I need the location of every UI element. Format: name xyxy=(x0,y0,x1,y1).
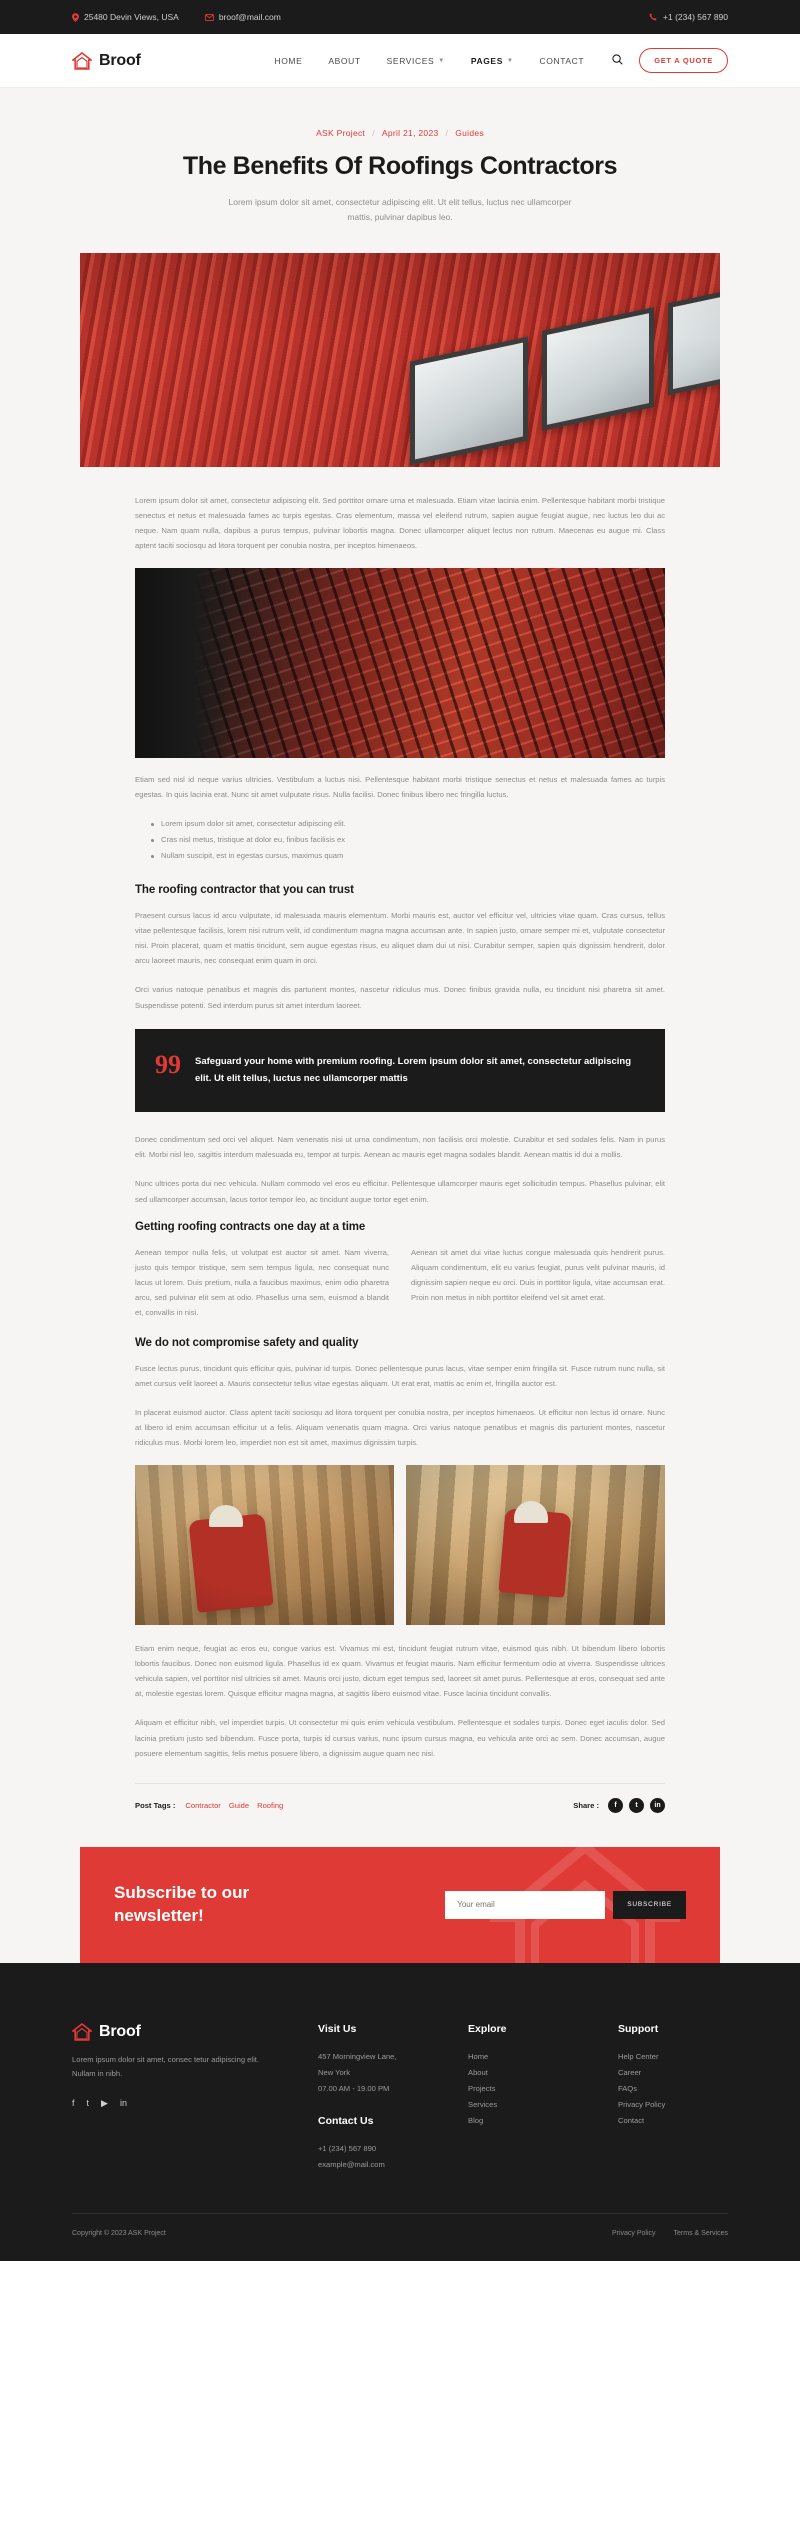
hero-image xyxy=(80,253,720,467)
hero-shading xyxy=(80,253,720,467)
footer-explore-heading: Explore xyxy=(468,2022,507,2035)
copyright-text: Copyright © 2023 ASK Project xyxy=(72,2229,166,2237)
nav-item-contact[interactable] xyxy=(540,56,585,66)
bullet-list xyxy=(151,816,665,864)
footer-brand[interactable] xyxy=(72,2023,278,2041)
section-2-column-1: Aenean tempor nulla felis, ut volutpat est auctor sit amet. Nam viverra, justo quis tempor tristique, sem sem tempus ligula, nec consequat nunc lacus ut lorem. Duis pretium, nulla a faucibus maximus, enim odio pharetra arcu, sed pulvinar elit sem at odio. Phasellus urna sem, euismod a blandit et, convallis in nisi. xyxy=(135,1247,389,1318)
chevron-down-icon: ▼ xyxy=(438,57,445,64)
article-header xyxy=(80,128,720,225)
gallery-image-2 xyxy=(406,1465,665,1625)
footer-address-line-2: New York xyxy=(318,2067,351,2077)
section-2-column-2: Aenean sit amet dui vitae luctus congue malesuada quis hendrerit purus. Aliquam condimentum, elit eu varius feugiat, purus velit pulvinar mauris, id dignissim sapien neque eu orci. Duis in porttitor ligula, vitae accumsan erat. Proin non metus in nibh porttitor eleifend vel sit amet erat. xyxy=(411,1247,665,1303)
nav-right xyxy=(612,48,728,73)
email-text: broof@mail.com xyxy=(218,12,281,22)
section-2-heading: Getting roofing contracts one day at a time xyxy=(135,1220,366,1233)
closing-paragraph-1: Etiam enim neque, feugiat ac eros eu, congue varius est. Vivamus mi est, tincidunt feugiat rutrum vitae, euismod quis nibh. Ut bibendum libero lobortis lobortis faucibus. Donec non euismod ligula. Phasellus id ex quam. Vivamus et feugiat mauris. Nam efficitur fermentum odio at viverra. Suspendisse ultrices vehicula sapien, vel porttitor nisl ultricies sit amet. Mauris orci justo, dictum eget tempus sed, laoreet sit amet purus. Pellentesque at eros, consequat sed ante at, molestie egestas lorem. Quisque efficitur magna magna, at sagittis libero euismod vitae. Fusce lacinia tincidunt convallis. xyxy=(135,1643,665,1699)
pull-quote xyxy=(135,1029,665,1112)
bottom-link-privacy-policy[interactable]: Privacy Policy xyxy=(611,2229,656,2237)
address-item xyxy=(72,12,179,22)
top-bar xyxy=(0,0,800,34)
brand-name: Broof xyxy=(99,51,141,69)
footer-link-faqs[interactable]: FAQs xyxy=(618,2083,637,2093)
section-3-paragraph-2: In placerat euismod auctor. Class aptent taciti sociosqu ad litora torquent per conubia nostra, per inceptos himenaeos. Ut efficitur non lectus id ornare. Nunc at libero id enim accumsan efficitur ut a felis. Aliquam venenatis quam magna. Orci varius natoque penatibus et magnis dis parturient montes, nascetur ridiculus mus. Morbi lorem leo, imperdiet non est sit amet, maximus dignissim turpis. xyxy=(135,1408,665,1448)
list-item: Nullam suscipit, est in egestas cursus, maximus quam xyxy=(151,848,665,864)
newsletter-email-input[interactable] xyxy=(445,1891,605,1919)
footer-bottom-links xyxy=(612,2230,728,2237)
nav-item-about[interactable] xyxy=(328,56,360,66)
article-image-2 xyxy=(135,568,665,758)
page-title: The Benefits Of Roofings Contractors xyxy=(182,152,618,180)
nav-item-home-label: HOME xyxy=(274,55,303,66)
nav-item-home[interactable] xyxy=(274,56,302,66)
chevron-down-icon: ▼ xyxy=(506,57,514,64)
quote-text: Safeguard your home with premium roofing. Lorem ipsum dolor sit amet, consectetur adipiscing elit. Ut elit tellus, luctus nec ullamcorper mattis xyxy=(195,1055,632,1085)
footer-contact-block xyxy=(318,2115,428,2173)
paragraph-2: Etiam sed nisl id neque varius ultricies. Vestibulum a luctus nisi. Pellentesque habitant morbi tristique senectus et netus et malesuada fames ac turpis egestas. In quis lacinia erat. Nunc sit amet vulputate risus. Nulla facilisi. Donec finibus libero nec fringilla luctus. xyxy=(135,774,665,799)
nav-item-services[interactable] xyxy=(387,56,445,66)
gallery-image-1 xyxy=(135,1465,394,1625)
footer-columns xyxy=(72,2023,728,2173)
page-subtitle: Lorem ipsum dolor sit amet, consectetur adipiscing elit. Ut elit tellus, luctus nec ullamcorper mattis, pulvinar dapibus leo. xyxy=(228,197,572,222)
house-logo-icon xyxy=(72,52,92,70)
email-item[interactable] xyxy=(205,12,281,22)
breadcrumb xyxy=(80,128,720,138)
mail-icon xyxy=(205,14,214,21)
section-3-paragraph-1: Fusce lectus purus, tincidunt quis efficitur quis, pulvinar id turpis. Donec pellentesque purus lacus, vitae semper enim fringilla sit. Fusce rutrum nunc nulla, sit amet cursus velit laoreet a. Mauris consectetur tellus vitae egestas aliquam. Ut erat erat, mattis ac enim et, fringilla auctor est. xyxy=(135,1363,665,1388)
footer-description: Lorem ipsum dolor sit amet, consec tetur adipiscing elit. Nullam in nibh. xyxy=(72,2054,259,2079)
image-shadow-overlay xyxy=(135,568,231,758)
article-page xyxy=(0,88,800,1963)
footer-link-services[interactable]: Services xyxy=(468,2099,498,2109)
tag-contractor[interactable]: Contractor xyxy=(185,1800,221,1810)
section-1-paragraph-1: Praesent cursus lacus id arcu vulputate, id malesuada mauris elementum. Morbi mauris est, auctor vel efficitur vel, ultricies vitae quam. Cras cursus, tellus vitae pellentesque facilisis, lorem nisi rutrum velit, id condimentum magna magna accumsan ante. In sapien justo, ornare semper mi et, vulputate consectetur nisi. Proin placerat, quam et mattis tincidunt, sem augue egestas risus, eu aliquet diam dui ut nisi. Curabitur semper, sapien quis dignissim hendrerit, dolor arcu laoreet mauris, nec consequat enim quam in orci. xyxy=(135,910,665,966)
footer-explore-column xyxy=(468,2023,578,2173)
nav-item-contact-label: CONTACT xyxy=(539,55,585,66)
section-3-heading: We do not compromise safety and quality xyxy=(135,1336,359,1349)
get-a-quote-button[interactable]: GET A QUOTE xyxy=(639,48,728,73)
phone-text: +1 (234) 567 890 xyxy=(663,12,728,22)
paragraph-1: Lorem ipsum dolor sit amet, consectetur adipiscing elit. Sed porttitor ornare urna et malesuada. Etiam vitae lacinia enim. Pellentesque habitant morbi tristique senectus et netus et malesuada fames ac turpis egestas. Cras elementum, massa vel eleifend rutrum, sapien augue feugiat augue, nec luctus leo dui ac neque. Nam quam nulla, dapibus a purus tempus, pulvinar lobortis magna. Donec ullamcorper aliquet lectus non rutrum. Maecenas eu augue mi. Class aptent taciti sociosqu ad litora torquent per conubia nostra, per inceptos himenaeos. xyxy=(135,495,665,551)
twitter-icon[interactable]: t xyxy=(629,1798,644,1813)
site-footer xyxy=(0,1963,800,2261)
footer-socials xyxy=(72,2098,278,2109)
tag-guide[interactable]: Guide xyxy=(228,1800,250,1810)
footer-link-projects[interactable]: Projects xyxy=(468,2083,496,2093)
nav-item-services-label: SERVICES xyxy=(386,55,435,66)
facebook-icon[interactable]: f xyxy=(608,1798,623,1813)
footer-link-home[interactable]: Home xyxy=(468,2051,489,2061)
breadcrumb-category[interactable]: Guides xyxy=(455,128,484,138)
nav-item-about-label: ABOUT xyxy=(328,55,361,66)
location-pin-icon xyxy=(72,13,79,22)
newsletter-form xyxy=(445,1891,686,1919)
image-gallery xyxy=(135,1465,665,1625)
post-tags-label: Post Tags : xyxy=(135,1800,176,1810)
house-logo-icon xyxy=(72,2023,92,2041)
share-label: Share : xyxy=(573,1800,599,1810)
main-navigation xyxy=(0,34,800,88)
newsletter-banner xyxy=(80,1847,720,1963)
footer-support-heading: Support xyxy=(618,2022,659,2035)
newsletter-heading: Subscribe to our newsletter! xyxy=(114,1882,250,1925)
facebook-icon[interactable]: f xyxy=(72,2097,75,2108)
breadcrumb-date: April 21, 2023 xyxy=(381,128,439,138)
footer-contact-heading: Contact Us xyxy=(318,2114,374,2127)
breadcrumb-separator: / xyxy=(445,128,449,138)
nav-item-pages-label: PAGES xyxy=(470,55,503,66)
vignette-overlay xyxy=(406,1465,665,1625)
twitter-icon[interactable]: t xyxy=(86,2097,90,2108)
footer-visit-heading: Visit Us xyxy=(318,2022,357,2035)
footer-link-about[interactable]: About xyxy=(468,2067,488,2077)
linkedin-icon[interactable]: in xyxy=(119,2097,127,2108)
footer-phone[interactable]: +1 (234) 567 890 xyxy=(318,2143,377,2153)
list-item: Lorem ipsum dolor sit amet, consectetur adipiscing elit. xyxy=(151,816,665,832)
newsletter-section xyxy=(0,1813,800,1963)
footer-link-career[interactable]: Career xyxy=(618,2067,642,2077)
after-quote-paragraph-1: Donec condimentum sed orci vel aliquet. Nam venenatis nisi ut urna condimentum, non facilisis orci molestie. Curabitur et sed sodales felis. Nam in purus elit. Morbi nisl leo, sagittis interdum malesuada eu, tempor at turpis. Aenean ac mauris eget magna sodales blandit. Aenean mattis id dui a mollis. xyxy=(135,1134,665,1160)
top-bar-right[interactable] xyxy=(649,12,728,22)
phone-icon xyxy=(649,13,657,21)
closing-paragraph-2: Aliquam et efficitur nibh, vel imperdiet turpis. Ut consectetur mi quis enim vehicula vestibulum. Pellentesque et sodales turpis. Donec eget iaculis dolor. Sed lacinia pretium justo sed bibendum. Fusce porta, turpis id cursus varius, nunc ipsum cursus magna, eu vehicula ante orci ac sem. Donec accumsan, augue posuere elementum sagittis, felis metus posuere libero, a dignissim augue quam nec nisi. xyxy=(135,1718,665,1758)
youtube-icon[interactable]: ▶ xyxy=(101,2097,108,2108)
section-2-columns xyxy=(135,1245,665,1321)
search-icon[interactable] xyxy=(612,52,623,70)
footer-support-column xyxy=(618,2023,728,2173)
share-group xyxy=(573,1798,665,1813)
brand-logo-link[interactable] xyxy=(72,52,141,70)
footer-link-contact[interactable]: Contact xyxy=(618,2115,645,2125)
breadcrumb-separator: / xyxy=(372,128,375,138)
newsletter-subscribe-button[interactable]: SUBSCRIBE xyxy=(613,1891,686,1919)
quote-mark-icon: 99 xyxy=(155,1049,181,1079)
footer-link-help-center[interactable]: Help Center xyxy=(618,2051,659,2061)
nav-item-pages[interactable] xyxy=(471,56,514,66)
bottom-link-terms[interactable]: Terms & Services xyxy=(673,2229,728,2237)
article-content xyxy=(135,467,665,1813)
footer-address-line-1: 457 Morningview Lane, xyxy=(318,2051,397,2061)
footer-link-privacy-policy[interactable]: Privacy Policy xyxy=(618,2099,666,2109)
address-text: 25480 Devin Views, USA xyxy=(84,12,179,22)
after-quote-paragraph-2: Nunc ultrices porta dui nec vehicula. Nullam commodo vel eros eu efficitur. Pellentesque ullamcorper mauris eget sollicitudin tempus. Phasellus pulvinar, elit sed ullamcorper accumsan, lacus tortor tempor leo, ac tincidunt augue tortor eget enim. xyxy=(135,1179,665,1204)
footer-hours: 07.00 AM - 19.00 PM xyxy=(318,2083,390,2093)
post-tags-bar xyxy=(135,1783,665,1813)
footer-brand-name: Broof xyxy=(99,2022,141,2040)
section-1-heading: The roofing contractor that you can trust xyxy=(135,883,354,896)
footer-email[interactable]: example@mail.com xyxy=(318,2159,385,2169)
nav-menu xyxy=(274,56,584,66)
footer-visit-column xyxy=(318,2023,428,2173)
linkedin-icon[interactable]: in xyxy=(650,1798,665,1813)
top-bar-left xyxy=(72,12,281,22)
tag-roofing[interactable]: Roofing xyxy=(257,1800,284,1810)
footer-bottom-bar xyxy=(72,2213,728,2237)
breadcrumb-root[interactable]: ASK Project xyxy=(316,128,366,138)
footer-link-blog[interactable]: Blog xyxy=(468,2115,484,2125)
section-1-paragraph-2: Orci varius natoque penatibus et magnis dis parturient montes, nascetur ridiculus mus. Donec finibus gravida nulla, eu tincidunt nisi pharetra sit amet. Suspendisse potenti. Sed interdum purus sit amet interdum laoreet. xyxy=(135,985,665,1010)
footer-brand-column xyxy=(72,2023,278,2173)
list-item: Cras nisl metus, tristique at dolor eu, finibus facilisis ex xyxy=(151,832,665,848)
vignette-overlay xyxy=(135,1465,394,1625)
